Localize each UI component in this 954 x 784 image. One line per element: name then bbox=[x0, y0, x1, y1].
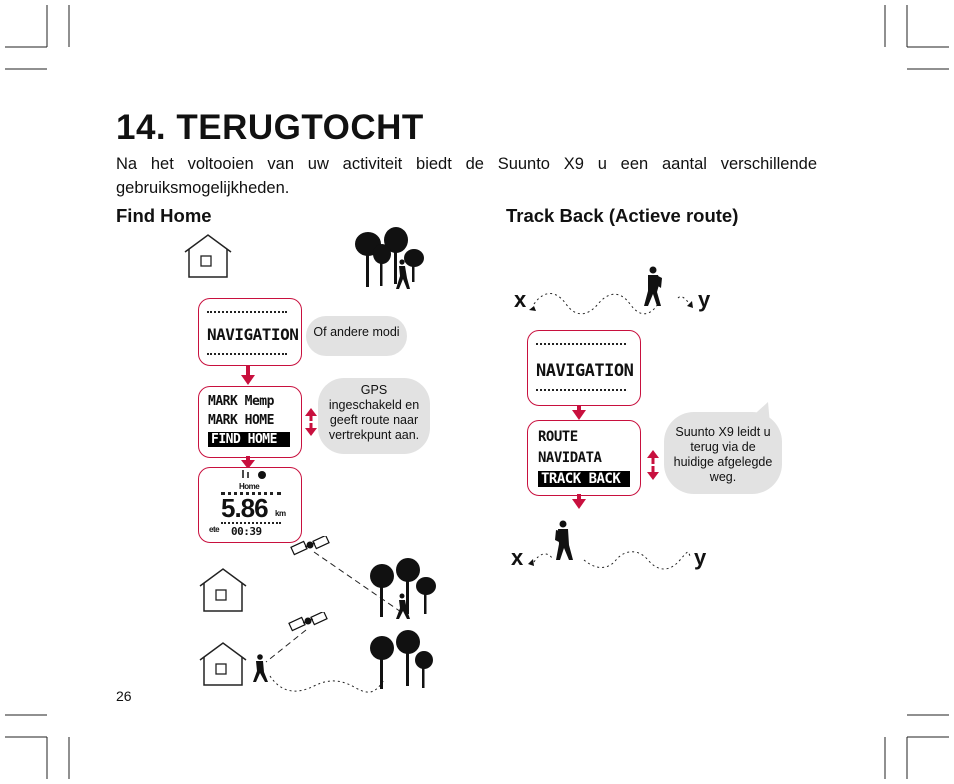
menu-item-route: ROUTE bbox=[538, 429, 578, 445]
menu-item-find-home-selected: FIND HOME bbox=[208, 432, 290, 447]
trees-hiker-icon bbox=[352, 224, 426, 294]
screen-line-navigation: NAVIGATION bbox=[207, 325, 299, 344]
callout-bubble-gps bbox=[318, 378, 430, 454]
menu-item-navidata: NAVIDATA bbox=[538, 450, 602, 466]
menu-item-mark-home: MARK HOME bbox=[208, 413, 274, 428]
callout-tail bbox=[744, 400, 774, 424]
callout-text: Of andere modi bbox=[313, 325, 400, 339]
arrow-down-icon bbox=[241, 366, 255, 386]
destination-label: Home bbox=[239, 482, 260, 491]
distance-value: 5.86 bbox=[221, 493, 268, 523]
arrow-down-icon bbox=[572, 494, 586, 510]
find-home-heading: Find Home bbox=[116, 205, 212, 226]
screen-line-navigation: NAVIGATION bbox=[536, 361, 634, 381]
eta-label: ete bbox=[209, 525, 220, 534]
eta-value: 00:39 bbox=[231, 525, 262, 538]
callout-bubble-other-modes bbox=[306, 316, 407, 356]
intro-paragraph: Na het voltooien van uw activiteit biedt de Suunto X9 u een aantal verschillende gebruiksmogelijkheden. bbox=[116, 155, 817, 197]
watch-screen-navigation bbox=[198, 298, 302, 366]
point-x-label: x bbox=[514, 287, 527, 312]
hiker-icon bbox=[636, 266, 664, 308]
hiker-icon bbox=[250, 654, 270, 684]
watch-screen-find-home-menu bbox=[198, 386, 302, 458]
watch-screen-navigation bbox=[527, 330, 641, 406]
up-down-arrows-icon bbox=[304, 408, 318, 436]
trees-hiker-icon bbox=[368, 556, 438, 622]
watch-screen-distance bbox=[198, 467, 302, 543]
menu-item-track-back-selected: TRACK BACK bbox=[538, 471, 630, 487]
menu-item-mark-memp: MARK Memp bbox=[208, 394, 274, 409]
page-title: 14. TERUGTOCHT bbox=[116, 108, 424, 147]
trees-icon bbox=[368, 628, 434, 692]
arrow-down-icon bbox=[572, 405, 586, 421]
gps-signal-icon bbox=[239, 469, 269, 481]
point-y-label: y bbox=[698, 287, 711, 312]
up-down-arrows-icon bbox=[646, 450, 660, 480]
track-path-line bbox=[526, 286, 696, 316]
callout-text: Suunto X9 leidt u terug via de huidige afgelegde weg. bbox=[673, 425, 773, 484]
house-icon bbox=[182, 232, 234, 280]
distance-unit: km bbox=[275, 509, 286, 518]
point-y-label: y bbox=[694, 545, 707, 570]
house-icon bbox=[197, 640, 249, 688]
point-x-label: x bbox=[511, 545, 524, 570]
page-number: 26 bbox=[116, 688, 132, 704]
callout-bubble-track-back bbox=[664, 412, 782, 494]
callout-text: GPS ingeschakeld en geeft route naar vertrekpunt aan. bbox=[328, 383, 420, 442]
track-back-heading: Track Back (Actieve route) bbox=[506, 205, 739, 226]
track-path-line bbox=[524, 540, 694, 574]
watch-screen-track-back-menu bbox=[527, 420, 641, 496]
house-icon bbox=[197, 566, 249, 614]
